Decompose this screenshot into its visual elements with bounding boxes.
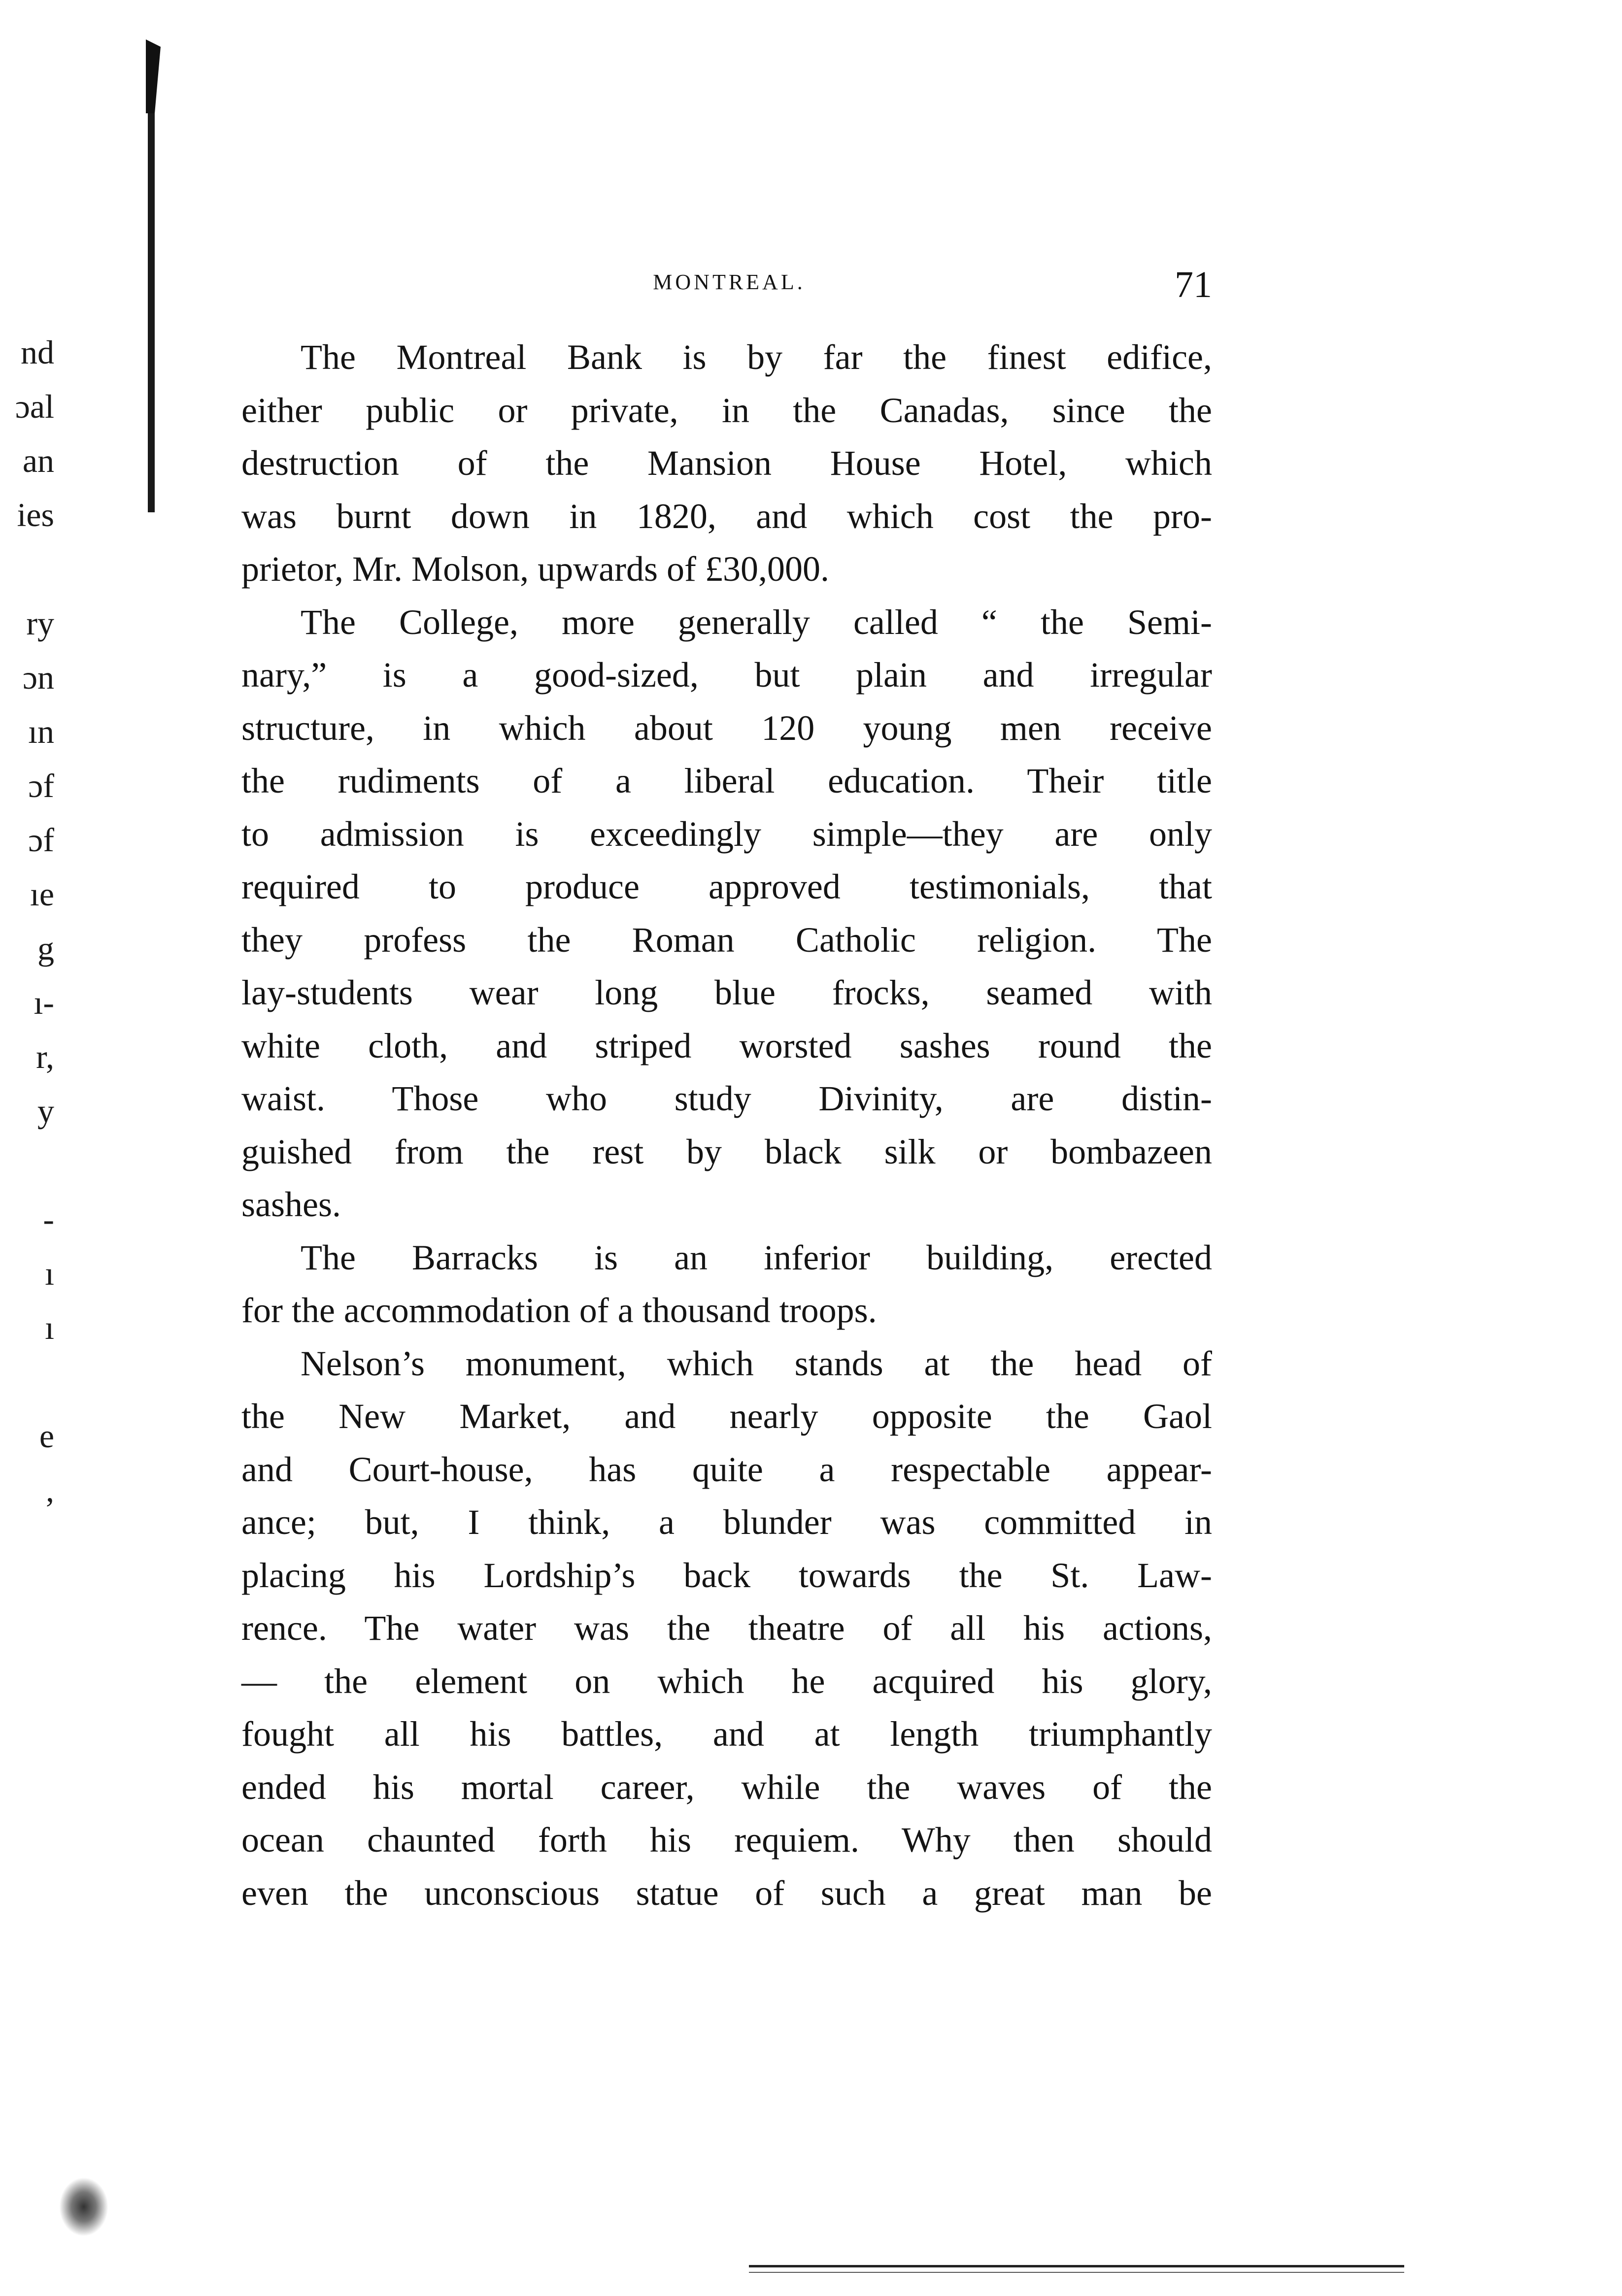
facing-fragment: ,	[46, 1471, 54, 1509]
text-line: required to produce approved testimonials, that	[241, 867, 1212, 906]
text-line: was burnt down in 1820, and which cost the pro-	[241, 496, 1212, 536]
text-line: and Court-house, has quite a respectable appear-	[241, 1449, 1212, 1489]
facing-fragment: ɔf	[28, 821, 54, 859]
facing-fragment: ɔf	[28, 767, 54, 804]
text-line: prietor, Mr. Molson, upwards of £30,000.	[241, 549, 830, 589]
text-line: for the accommodation of a thousand troops.	[241, 1291, 877, 1330]
facing-fragment: ın	[28, 713, 54, 750]
text-line: structure, in which about 120 young men receive	[241, 708, 1212, 748]
text-line: white cloth, and striped worsted sashes round the	[241, 1026, 1212, 1065]
facing-fragment: g	[37, 930, 54, 967]
bottom-rule	[749, 2265, 1404, 2267]
facing-fragment	[0, 1355, 74, 1409]
ink-smudge	[59, 2177, 108, 2236]
text-line: guished from the rest by black silk or bombazeen	[241, 1131, 1212, 1171]
facing-fragment: y	[37, 1092, 54, 1130]
text-line: even the unconscious statue of such a great man be	[241, 1873, 1212, 1913]
text-line: ance; but, I think, a blunder was committed in	[241, 1502, 1212, 1542]
running-title: MONTREAL.	[653, 270, 806, 294]
page-gutter-edge	[148, 44, 155, 512]
facing-fragment: ı	[45, 1255, 54, 1292]
running-head	[246, 264, 1212, 303]
facing-fragment: ies	[17, 496, 54, 533]
facing-fragment: ɔal	[15, 388, 54, 425]
text-line: waist. Those who study Divinity, are distin-	[241, 1079, 1212, 1118]
text-line: sashes.	[241, 1185, 341, 1224]
text-line: nary,” is a good-sized, but plain and irregular	[241, 655, 1212, 695]
text-line: — the element on which he acquired his glory,	[241, 1661, 1212, 1701]
text-line: the New Market, and nearly opposite the Gaol	[241, 1397, 1212, 1436]
text-line: fought all his battles, and at length triumphantly	[241, 1714, 1212, 1754]
text-line: The Barracks is an inferior building, erected	[301, 1237, 1212, 1277]
text-line: ended his mortal career, while the waves of the	[241, 1767, 1212, 1807]
text-line: placing his Lordship’s back towards the St. Law-	[241, 1555, 1212, 1595]
text-line: they profess the Roman Catholic religion. The	[241, 920, 1212, 960]
facing-fragment: ıe	[30, 875, 54, 913]
facing-fragment	[0, 542, 74, 596]
text-line: to admission is exceedingly simple—they are only	[241, 814, 1212, 854]
facing-fragment: an	[22, 442, 54, 479]
text-line: Nelson’s monument, which stands at the head of	[301, 1343, 1212, 1383]
facing-fragment: ɔn	[22, 659, 54, 696]
facing-fragment: e	[39, 1417, 54, 1455]
facing-fragment	[0, 1138, 74, 1192]
text-line: ocean chaunted forth his requiem. Why then should	[241, 1820, 1212, 1860]
text-line: rence. The water was the theatre of all his actions,	[241, 1608, 1212, 1648]
bottom-rule-thin	[749, 2272, 1404, 2273]
page-gutter-edge-tip	[146, 39, 161, 113]
text-line: The Montreal Bank is by far the finest edifice,	[301, 337, 1212, 377]
facing-fragment: ı	[45, 1309, 54, 1346]
text-line: The College, more generally called “ the Semi-	[301, 602, 1212, 642]
facing-fragment: ı-	[34, 984, 54, 1021]
page-number: 71	[1175, 264, 1212, 305]
facing-fragment: r,	[36, 1038, 54, 1075]
body-text	[241, 331, 1212, 1920]
text-line: the rudiments of a liberal education. Their title	[241, 761, 1212, 800]
facing-fragment: nd	[21, 333, 54, 371]
facing-page-fragments	[0, 325, 74, 1517]
facing-fragment: ry	[26, 604, 54, 642]
text-line: lay-students wear long blue frocks, seamed with	[241, 973, 1212, 1012]
text-line: destruction of the Mansion House Hotel, which	[241, 443, 1212, 483]
facing-fragment: -	[43, 1200, 54, 1238]
text-line: either public or private, in the Canadas, since the	[241, 390, 1212, 430]
